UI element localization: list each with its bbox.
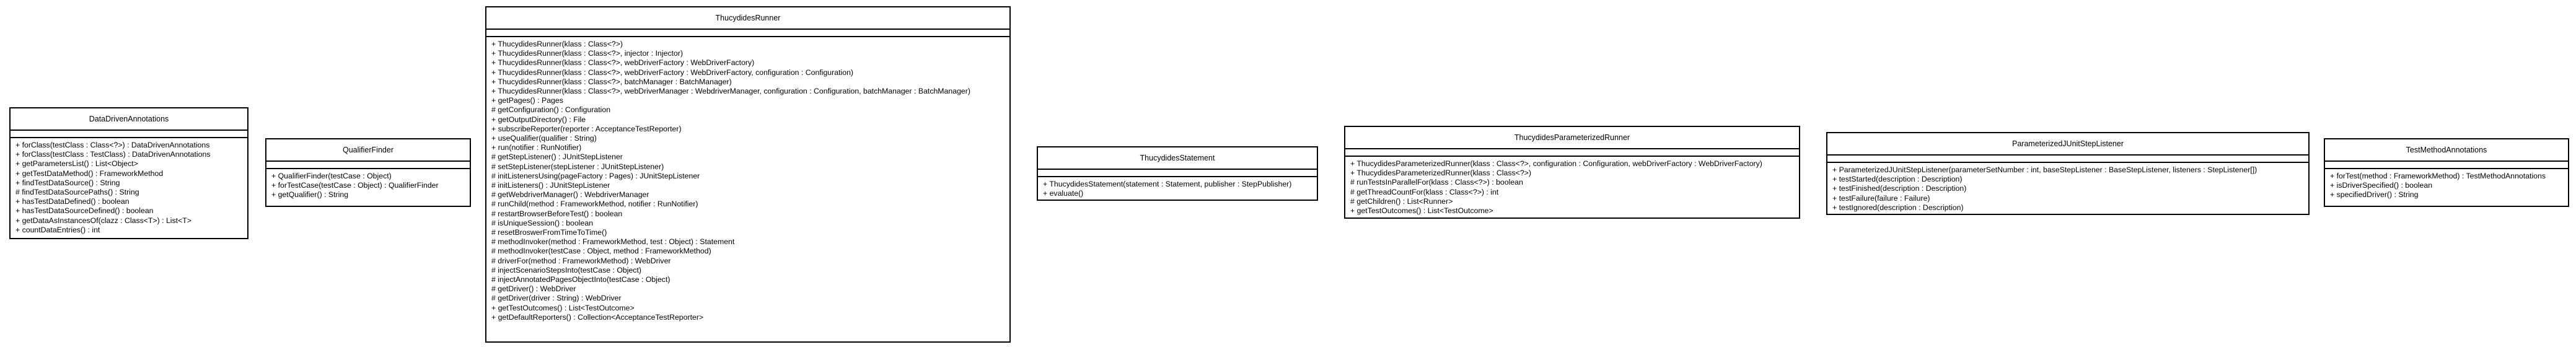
operation: + ParameterizedJUnitStepListener(parameterSetNumber : int, baseStepListener : BaseStepListener, listeners : StepListener[]) (1832, 165, 2257, 174)
attributes-compartment (2325, 162, 2568, 169)
operation: + specifiedDriver() : String (2330, 190, 2419, 200)
attributes-compartment (486, 30, 1009, 37)
attributes-compartment (266, 162, 470, 169)
operations-compartment (266, 169, 470, 204)
operation: # initListeners() : JUnitStepListener (491, 181, 610, 190)
operation: + useQualifier(qualifier : String) (491, 134, 597, 143)
operation: + testFailure(failure : Failure) (1832, 193, 1930, 203)
operations-compartment (1345, 157, 1799, 219)
operation: + getTestDataMethod() : FrameworkMethod (15, 169, 164, 178)
class-name: ThucydidesStatement (1038, 147, 1317, 170)
operation: # getThreadCountFor(klass : Class<?>) : int (1350, 187, 1499, 196)
operation: + testIgnored(description : Description) (1832, 203, 1964, 212)
operation: + subscribeReporter(reporter : AcceptanceTestReporter) (491, 124, 682, 133)
class-box-thucydides-runner (485, 6, 1011, 343)
class-name: TestMethodAnnotations (2325, 139, 2568, 162)
operation: + getDefaultReporters() : Collection<AcceptanceTestReporter> (491, 312, 704, 322)
operation: # findTestDataSourcePaths() : String (15, 188, 139, 197)
operation: + getTestOutcomes() : List<TestOutcome> (491, 303, 635, 312)
operation: + ThucydidesRunner(klass : Class<?>) (491, 40, 623, 48)
operation: + countDataEntries() : int (15, 225, 100, 234)
operations-compartment (11, 138, 247, 239)
operation: + QualifierFinder(testCase : Object) (271, 172, 392, 180)
operation: + getPages() : Pages (491, 96, 563, 105)
operation: + hasTestDataSourceDefined() : boolean (15, 206, 154, 216)
attributes-compartment (1038, 170, 1317, 177)
class-name: ThucydidesRunner (486, 7, 1009, 30)
operations-compartment (2325, 169, 2568, 204)
operation: + isDriverSpecified() : boolean (2330, 181, 2433, 190)
class-name: ThucydidesParameterizedRunner (1345, 127, 1799, 149)
operation: # runChild(method : FrameworkMethod, notifier : RunNotifier) (491, 200, 698, 209)
operation: + getDataAsInstancesOf(clazz : Class<T>) : List<T> (15, 216, 191, 225)
class-box-thucydides-parameterized-runner (1344, 126, 1800, 219)
operation: + ThucydidesParameterizedRunner(klass : Class<?>) (1350, 169, 1531, 178)
operation: + hasTestDataDefined() : boolean (15, 197, 130, 206)
operation: + getQualifier() : String (271, 190, 349, 200)
operation: + getOutputDirectory() : File (491, 115, 586, 124)
operation: # getChildren() : List<Runner> (1350, 196, 1453, 206)
class-box-data-driven-annotations (9, 107, 248, 239)
operation: # resetBroswerFromTimeToTime() (491, 228, 607, 237)
operation: + forClass(testClass : TestClass) : DataDrivenAnnotations (15, 150, 211, 159)
attributes-compartment (1345, 149, 1799, 157)
class-name: ParameterizedJUnitStepListener (1827, 133, 2308, 156)
operations-compartment (486, 37, 1009, 326)
operation: + ThucydidesRunner(klass : Class<?>, injector : Injector) (491, 49, 684, 58)
class-box-test-method-annotations (2324, 138, 2569, 207)
operation: + ThucydidesRunner(klass : Class<?>, webDriverFactory : WebDriverFactory) (491, 58, 755, 68)
operation: + getTestOutcomes() : List<TestOutcome> (1350, 206, 1493, 216)
operation: + ThucydidesRunner(klass : Class<?>, webDriverManager : WebdriverManager, configuration : Configuration, batchManager : BatchManager) (491, 87, 970, 96)
operation: # initListenersUsing(pageFactory : Pages) : JUnitStepListener (491, 171, 700, 180)
operation: + forClass(testClass : Class<?>) : DataDrivenAnnotations (15, 141, 210, 149)
operation: # runTestsInParallelFor(klass : Class<?>) : boolean (1350, 178, 1523, 187)
operation: # setStepListener(stepListener : JUnitStepListener) (491, 162, 664, 171)
operation: # injectScenarioStepsInto(testCase : Object) (491, 265, 641, 275)
operation: # restartBrowserBeforeTest() : boolean (491, 209, 623, 218)
operation: + forTestCase(testCase : Object) : QualifierFinder (271, 181, 439, 190)
operation: + ThucydidesParameterizedRunner(klass : Class<?>, configuration : Configuration, webDriverFactory : WebDriverFactory) (1350, 159, 1762, 168)
operation: + ThucydidesRunner(klass : Class<?>, batchManager : BatchManager) (491, 77, 732, 86)
operations-compartment (1038, 177, 1317, 202)
operation: # getConfiguration() : Configuration (491, 105, 611, 115)
class-box-parameterized-junit-step-listener (1826, 132, 2310, 215)
operation: + ThucydidesRunner(klass : Class<?>, webDriverFactory : WebDriverFactory, configuration : Configuration) (491, 68, 853, 77)
class-box-qualifier-finder (265, 138, 471, 207)
attributes-compartment (1827, 156, 2308, 163)
class-box-thucydides-statement (1037, 146, 1318, 201)
operation: + getParametersList() : List<Object> (15, 159, 138, 169)
operation: + testFinished(description : Description) (1832, 184, 1967, 193)
operation: + testStarted(description : Description) (1832, 175, 1963, 184)
operation: # getWebdriverManager() : WebdriverManager (491, 190, 649, 200)
operations-compartment (1827, 163, 2308, 216)
operation: # getDriver(driver : String) : WebDriver (491, 294, 622, 303)
operation: + forTest(method : FrameworkMethod) : TestMethodAnnotations (2330, 172, 2546, 180)
operation: # injectAnnotatedPagesObjectInto(testCase : Object) (491, 275, 670, 284)
operation: # getStepListener() : JUnitStepListener (491, 152, 623, 162)
operation: # getDriver() : WebDriver (491, 284, 576, 294)
attributes-compartment (11, 131, 247, 138)
operation: # methodInvoker(testCase : Object, method : FrameworkMethod) (491, 247, 711, 256)
class-name: DataDrivenAnnotations (11, 108, 247, 131)
operation: + run(notifier : RunNotifier) (491, 143, 582, 152)
operation: # methodInvoker(method : FrameworkMethod, test : Object) : Statement (491, 237, 735, 247)
operation: + findTestDataSource() : String (15, 178, 120, 187)
class-name: QualifierFinder (266, 139, 470, 162)
operation: + ThucydidesStatement(statement : Statement, publisher : StepPublisher) (1043, 180, 1292, 188)
operation: # driverFor(method : FrameworkMethod) : WebDriver (491, 256, 671, 265)
operation: # isUniqueSession() : boolean (491, 218, 594, 227)
operation: + evaluate() (1043, 189, 1084, 198)
